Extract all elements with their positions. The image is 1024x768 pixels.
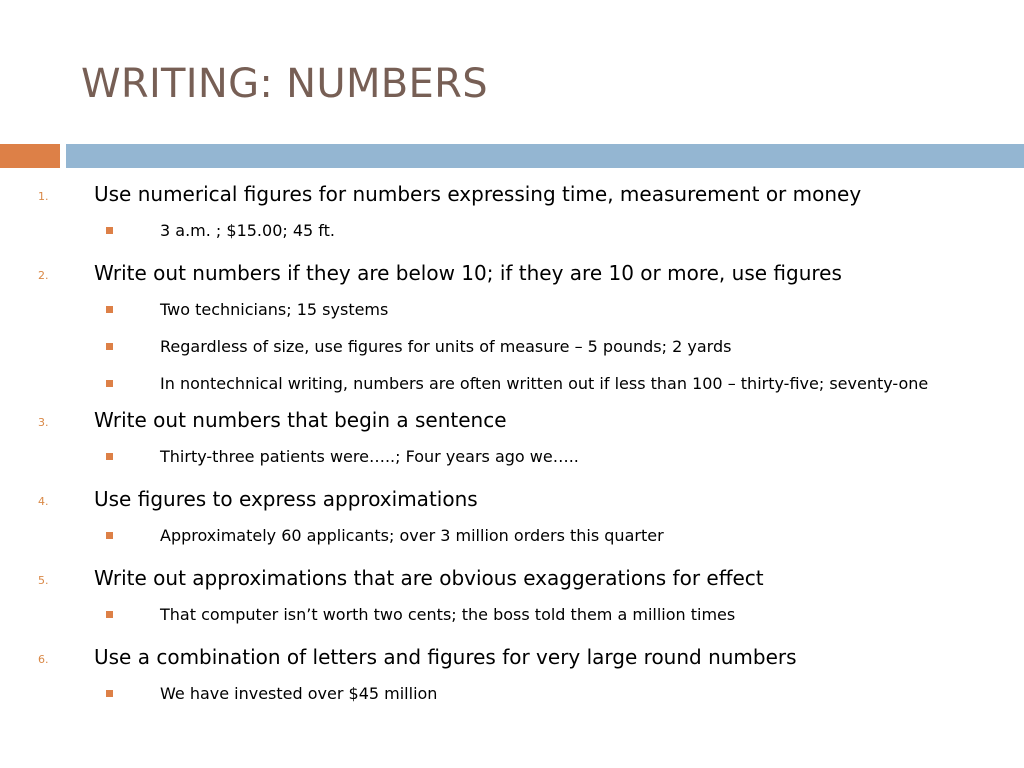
list-item-text: Use numerical figures for numbers expressing time, measurement or money xyxy=(94,182,862,206)
slide-title: WRITING: NUMBERS xyxy=(81,61,488,107)
list-item-text: Write out numbers that begin a sentence xyxy=(94,408,507,432)
square-bullet-icon xyxy=(106,611,113,618)
sub-list-item-text: Two technicians; 15 systems xyxy=(160,300,389,319)
square-bullet-icon xyxy=(106,227,113,234)
sub-list-item-text: Approximately 60 applicants; over 3 million orders this quarter xyxy=(160,526,664,545)
sub-list-item-text: 3 a.m. ; $15.00; 45 ft. xyxy=(160,221,336,240)
list-item-number: 5. xyxy=(38,574,49,587)
square-bullet-icon xyxy=(106,306,113,313)
list-item-number: 3. xyxy=(38,416,49,429)
square-bullet-icon xyxy=(106,343,113,350)
title-divider-bar xyxy=(66,144,1024,168)
list-item-text: Write out approximations that are obvious exaggerations for effect xyxy=(94,566,764,590)
list-item-number: 2. xyxy=(38,269,49,282)
list-item-text: Use figures to express approximations xyxy=(94,487,478,511)
list-item-number: 1. xyxy=(38,190,49,203)
title-accent-bar xyxy=(0,144,60,168)
sub-list-item-text: In nontechnical writing, numbers are often written out if less than 100 – thirty-five; seventy-one xyxy=(160,374,929,393)
sub-list-item-text: We have invested over $45 million xyxy=(160,684,438,703)
sub-list-item-text: That computer isn’t worth two cents; the boss told them a million times xyxy=(160,605,736,624)
list-item-text: Use a combination of letters and figures for very large round numbers xyxy=(94,645,797,669)
square-bullet-icon xyxy=(106,690,113,697)
square-bullet-icon xyxy=(106,532,113,539)
list-item-text: Write out numbers if they are below 10; if they are 10 or more, use figures xyxy=(94,261,842,285)
square-bullet-icon xyxy=(106,380,113,387)
list-item-number: 6. xyxy=(38,653,49,666)
sub-list-item-text: Thirty-three patients were…..; Four years ago we….. xyxy=(160,447,579,466)
sub-list-item-text: Regardless of size, use figures for units of measure – 5 pounds; 2 yards xyxy=(160,337,732,356)
list-item-number: 4. xyxy=(38,495,49,508)
square-bullet-icon xyxy=(106,453,113,460)
